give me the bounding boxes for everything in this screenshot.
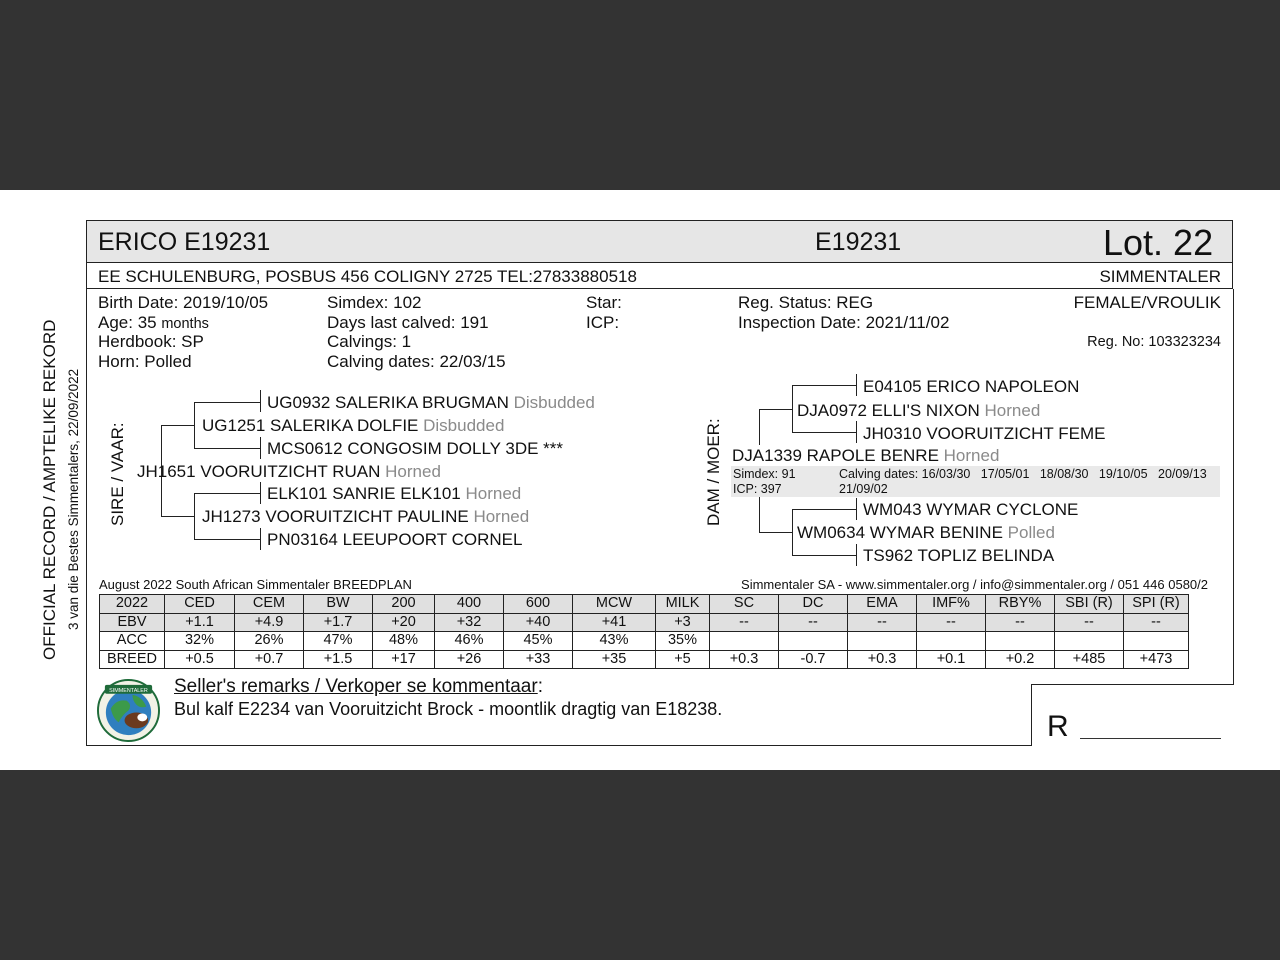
table-cell: +4.9	[235, 613, 304, 632]
simdex: Simdex: 102	[327, 293, 422, 312]
table-cell: +40	[504, 613, 573, 632]
table-cell: +32	[435, 613, 504, 632]
owner-details: EE SCHULENBURG, POSBUS 456 COLIGNY 2725 TEL:27833880518	[98, 267, 637, 286]
pedigree-line	[260, 528, 261, 550]
table-cell: 400	[435, 595, 504, 614]
pedigree-line	[194, 402, 195, 448]
pedigree-line	[856, 374, 857, 396]
horn-status: Polled	[1007, 523, 1055, 542]
days-last-calved: Days last calved: 191	[327, 313, 489, 332]
animal-name: JH0310 VOORUITZICHT FEME	[863, 424, 1106, 443]
horn-status: Horned	[984, 401, 1041, 420]
breedplan-contact: Simmentaler SA - www.simmentaler.org / info@simmentaler.org / 051 446 0580/2	[741, 577, 1208, 592]
pedigree-line	[194, 539, 260, 540]
table-cell: --	[986, 613, 1055, 632]
pedigree-line	[792, 555, 856, 556]
breed-avg-row	[100, 650, 1189, 669]
table-cell: +3	[656, 613, 710, 632]
table-cell: +0.3	[848, 650, 917, 669]
inspection-date: Inspection Date: 2021/11/02	[738, 313, 950, 332]
horn-status: Horned	[943, 446, 1000, 465]
table-cell: 48%	[373, 632, 435, 651]
table-cell: +0.2	[986, 650, 1055, 669]
animal-name: ELK101 SANRIE ELK101	[267, 484, 461, 503]
table-cell: +485	[1055, 650, 1124, 669]
horn-status: Disbudded	[423, 416, 505, 435]
sire	[137, 462, 441, 482]
card-border-left	[86, 289, 87, 746]
pedigree-line	[759, 532, 792, 533]
table-cell: --	[1055, 613, 1124, 632]
table-cell: --	[1124, 613, 1189, 632]
sire-sire-dam	[267, 439, 563, 459]
table-cell: ACC	[100, 632, 165, 651]
dam-label: DAM / MOER:	[704, 418, 723, 526]
table-cell: --	[917, 613, 986, 632]
pedigree-line	[792, 385, 793, 433]
pedigree-line	[856, 498, 857, 520]
table-header-row	[100, 595, 1189, 614]
table-cell: 26%	[235, 632, 304, 651]
dam-sire	[797, 401, 1040, 421]
sex: FEMALE/VROULIK	[1073, 293, 1221, 312]
dam-simdex: Simdex: 91	[733, 467, 796, 481]
table-cell	[1124, 632, 1189, 651]
remarks-text: Bul kalf E2234 van Vooruitzicht Brock - moontlik dragtig van E18238.	[174, 699, 723, 719]
table-cell: BW	[304, 595, 373, 614]
pedigree-line	[792, 432, 856, 433]
breed-label: SIMMENTALER	[1099, 267, 1221, 286]
table-cell: +0.5	[165, 650, 235, 669]
animal-name: DJA1339 RAPOLE BENRE	[732, 446, 939, 465]
table-cell	[779, 632, 848, 651]
dam-dam-sire	[863, 500, 1078, 520]
card-border-bottom	[86, 745, 1032, 746]
horn-status: Horned	[473, 507, 530, 526]
table-cell: +17	[373, 650, 435, 669]
sale-name-date-label: 3 van die Bestes Simmentalers, 22/09/2022	[66, 368, 81, 630]
pedigree-line	[759, 409, 792, 410]
table-cell: SC	[710, 595, 779, 614]
official-record-label: OFFICIAL RECORD / AMPTELIKE REKORD	[40, 319, 59, 660]
table-cell: 32%	[165, 632, 235, 651]
animal-id: E19231	[815, 228, 902, 256]
reg-status: Reg. Status: REG	[738, 293, 874, 312]
pedigree-line	[792, 385, 856, 386]
animal-name: ERICO E19231	[98, 228, 271, 256]
pedigree-line	[792, 509, 793, 555]
table-cell	[917, 632, 986, 651]
table-cell	[986, 632, 1055, 651]
dam-calving-dates-cont: 21/09/02	[839, 482, 888, 496]
horn-status: Horn: Polled	[98, 352, 192, 371]
remarks-colon: :	[537, 676, 543, 697]
table-cell: +26	[435, 650, 504, 669]
age-unit: months	[161, 316, 209, 332]
animal-name: WM0634 WYMAR BENINE	[797, 523, 1003, 542]
animal-name: JH1651 VOORUITZICHT RUAN	[137, 462, 381, 481]
table-cell: +1.5	[304, 650, 373, 669]
card-border-right	[1233, 289, 1234, 685]
pedigree-line	[792, 509, 856, 510]
reg-number: Reg. No: 103323234	[1087, 334, 1221, 350]
pedigree-line	[161, 516, 194, 517]
dam-sire-dam	[863, 424, 1105, 444]
table-cell: +473	[1124, 650, 1189, 669]
table-cell: +0.1	[917, 650, 986, 669]
horn-status: Disbudded	[513, 393, 595, 412]
table-cell: BREED	[100, 650, 165, 669]
table-cell: DC	[779, 595, 848, 614]
animal-name: JH1273 VOORUITZICHT PAULINE	[202, 507, 469, 526]
acc-row	[100, 632, 1189, 651]
pedigree-line	[260, 437, 261, 459]
table-cell: IMF%	[917, 595, 986, 614]
logo-text: SIMMENTALER	[109, 687, 148, 694]
pedigree-line	[194, 493, 195, 539]
pedigree-line	[260, 390, 261, 412]
table-cell: 46%	[435, 632, 504, 651]
table-cell: +35	[573, 650, 656, 669]
lot-number: Lot. 22	[1103, 222, 1214, 263]
price-box-border-left	[1031, 684, 1032, 746]
age-value: Age: 35	[98, 313, 157, 332]
table-cell: 35%	[656, 632, 710, 651]
table-cell: CED	[165, 595, 235, 614]
pedigree-line	[194, 448, 260, 449]
table-cell: 43%	[573, 632, 656, 651]
ebv-table	[99, 594, 1189, 669]
remarks-heading	[174, 676, 543, 698]
horn-status: Horned	[385, 462, 441, 481]
star: Star:	[586, 293, 622, 312]
dam-icp: ICP: 397	[733, 482, 782, 496]
table-cell: +1.1	[165, 613, 235, 632]
table-cell: 45%	[504, 632, 573, 651]
calving-dates: Calving dates: 22/03/15	[327, 352, 506, 371]
herdbook: Herdbook: SP	[98, 332, 204, 351]
calvings: Calvings: 1	[327, 332, 412, 351]
table-cell: CEM	[235, 595, 304, 614]
table-cell	[710, 632, 779, 651]
dam-dam	[797, 523, 1055, 543]
table-cell: 600	[504, 595, 573, 614]
pedigree-line	[161, 425, 194, 426]
birth-date: Birth Date: 2019/10/05	[98, 293, 269, 312]
table-cell: EMA	[848, 595, 917, 614]
horn-status: Horned	[465, 484, 522, 503]
table-cell	[848, 632, 917, 651]
table-cell: RBY%	[986, 595, 1055, 614]
sire-dam	[202, 507, 529, 527]
table-cell: +0.7	[235, 650, 304, 669]
sire-sire-sire	[267, 393, 595, 413]
animal-name: E04105 ERICO NAPOLEON	[863, 377, 1080, 396]
table-cell: +41	[573, 613, 656, 632]
table-cell: +33	[504, 650, 573, 669]
table-cell: +0.3	[710, 650, 779, 669]
dam-dam-dam	[863, 546, 1054, 566]
ebv-row	[100, 613, 1189, 632]
table-cell: +5	[656, 650, 710, 669]
table-cell: 47%	[304, 632, 373, 651]
animal-name: UG0932 SALERIKA BRUGMAN	[267, 393, 509, 412]
animal-name: UG1251 SALERIKA DOLFIE	[202, 416, 419, 435]
pedigree-line	[856, 421, 857, 443]
price-currency: R	[1047, 710, 1069, 743]
animal-name: MCS0612 CONGOSIM DOLLY 3DE ***	[267, 439, 564, 458]
sire-dam-dam	[267, 530, 522, 550]
table-cell: EBV	[100, 613, 165, 632]
table-cell: 200	[373, 595, 435, 614]
pedigree-line	[759, 497, 760, 533]
remarks-heading-text: Seller's remarks / Verkoper se kommentaar	[174, 676, 538, 697]
breedplan-source: August 2022 South African Simmentaler BREEDPLAN	[99, 577, 412, 592]
table-cell: MILK	[656, 595, 710, 614]
pedigree-line	[260, 482, 261, 504]
pedigree-line	[759, 409, 760, 445]
animal-name: DJA0972 ELLI'S NIXON	[797, 401, 980, 420]
animal-name: PN03164 LEEUPOORT CORNEL	[267, 530, 523, 549]
pedigree-line	[194, 402, 260, 403]
price-box-border-top	[1031, 684, 1234, 685]
age	[98, 313, 209, 333]
icp: ICP:	[586, 313, 620, 332]
price-input-line[interactable]	[1080, 738, 1221, 739]
table-cell	[1055, 632, 1124, 651]
table-cell: MCW	[573, 595, 656, 614]
table-cell: --	[848, 613, 917, 632]
dam-calving-dates: Calving dates: 16/03/30 17/05/01 18/08/30 19/10/05 20/09/13	[839, 467, 1207, 481]
animal-name: WM043 WYMAR CYCLONE	[863, 500, 1079, 519]
table-cell: 2022	[100, 595, 165, 614]
pedigree-line	[856, 544, 857, 566]
table-cell: +20	[373, 613, 435, 632]
dam-sire-sire	[863, 377, 1079, 397]
table-cell: +1.7	[304, 613, 373, 632]
globe-cattle-logo-icon	[97, 679, 160, 742]
table-cell: SBI (R)	[1055, 595, 1124, 614]
table-cell: SPI (R)	[1124, 595, 1189, 614]
sire-dam-sire	[267, 484, 521, 504]
animal-name: TS962 TOPLIZ BELINDA	[863, 546, 1055, 565]
sire-sire	[202, 416, 504, 436]
table-cell: --	[779, 613, 848, 632]
table-cell: --	[710, 613, 779, 632]
sire-label: SIRE / VAAR:	[108, 422, 127, 526]
pedigree-line	[194, 493, 260, 494]
table-cell: -0.7	[779, 650, 848, 669]
dam	[732, 446, 999, 466]
